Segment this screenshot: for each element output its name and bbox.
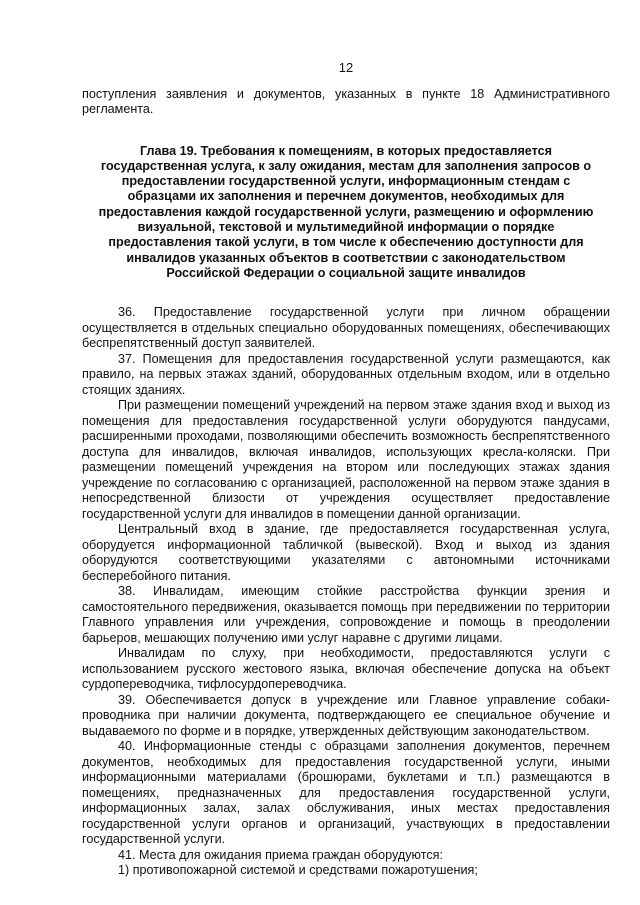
paragraph-38-hearing: Инвалидам по слуху, при необходимости, предоставляются услуги с использованием русского жестового языка, включая обеспечение допуска на объект сурдопереводчика, тифлосурдопереводчика.: [82, 646, 610, 692]
paragraph-41: 41. Места для ожидания приема граждан оборудуются:: [118, 847, 443, 862]
list-item-1: 1) противопожарной системой и средствами пожаротушения;: [118, 863, 478, 878]
paragraph-37-central-entrance: Центральный вход в здание, где предоставляется государственная услуга, оборудуется информационной табличкой (вывеской). Вход и выход из здания оборудуются соответствующими указателями с автономными источниками бесперебойного питания.: [82, 522, 610, 583]
paragraph-40: 40. Информационные стенды с образцами заполнения документов, перечнем документов, необходимых для предоставления государственной услуги, иными информационными материалами (брошюрами, буклетами и т.п.) размещаются в помещениях, предназначенных для предоставления государственной услуги, информационных залах, залах обслуживания, иных местах предоставления государственной услуги органов и организаций, участвующих в предоставлении государственной услуги.: [82, 739, 610, 847]
paragraph-37-entrance: При размещении помещений учреждений на первом этаже здания вход и выход из помещения для предоставления государственной услуги оборудуются пандусами, расширенными проходами, позволяющими обеспечить возможность беспрепятственного доступа для инвалидов, включая инвалидов, использующих кресла-коляски. При размещении помещений учреждения на втором или последующих этажах здания учреждение по согласованию с организацией, расположенной на первом этаже здания в непосредственной близости от учреждения осуществляет предоставление государственной услуги для инвалидов в помещении данной организации.: [82, 398, 610, 521]
paragraph-39: 39. Обеспечивается допуск в учреждение или Главное управление собаки-проводника при наличии документа, подтверждающего ее специальное обучение и выдаваемого по форме и в порядке, утвержденных действующим законодательством.: [82, 692, 610, 738]
page-number: 12: [338, 60, 354, 75]
paragraph-continuation: поступления заявления и документов, указанных в пункте 18 Административного регламента.: [82, 86, 610, 116]
paragraph-38: 38. Инвалидам, имеющим стойкие расстройства функции зрения и самостоятельного передвижения, оказывается помощь при передвижении по территории Главного управления или учреждения, сопровождение и помощь в преодолении барьеров, мешающих получению ими услуг наравне с другими лицами.: [82, 584, 610, 645]
document-page: [82, 60, 610, 879]
paragraph-36: 36. Предоставление государственной услуги при личном обращении осуществляется в отдельных специально оборудованных помещениях, обеспечивающих беспрепятственный доступ заявителей.: [82, 305, 610, 351]
paragraph-37: 37. Помещения для предоставления государственной услуги размещаются, как правило, на первых этажах зданий, оборудованных отдельным входом, или в отдельно стоящих зданиях.: [82, 351, 610, 397]
chapter-title: Глава 19. Требования к помещениям, в которых предоставляется государственная услуга, к залу ожидания, местам для заполнения запросов о предоставлении государственной услуги, информационным стендам с образцами их заполнения и перечнем документов, необходимых для предоставления каждой государственной услуги, размещению и оформлению визуальной, текстовой и мультимедийной информации о порядке предоставления такой услуги, в том числе к обеспечению доступности для инвалидов указанных объектов в соответствии с законодательством Российской Федерации о социальной защите инвалидов: [98, 143, 594, 280]
